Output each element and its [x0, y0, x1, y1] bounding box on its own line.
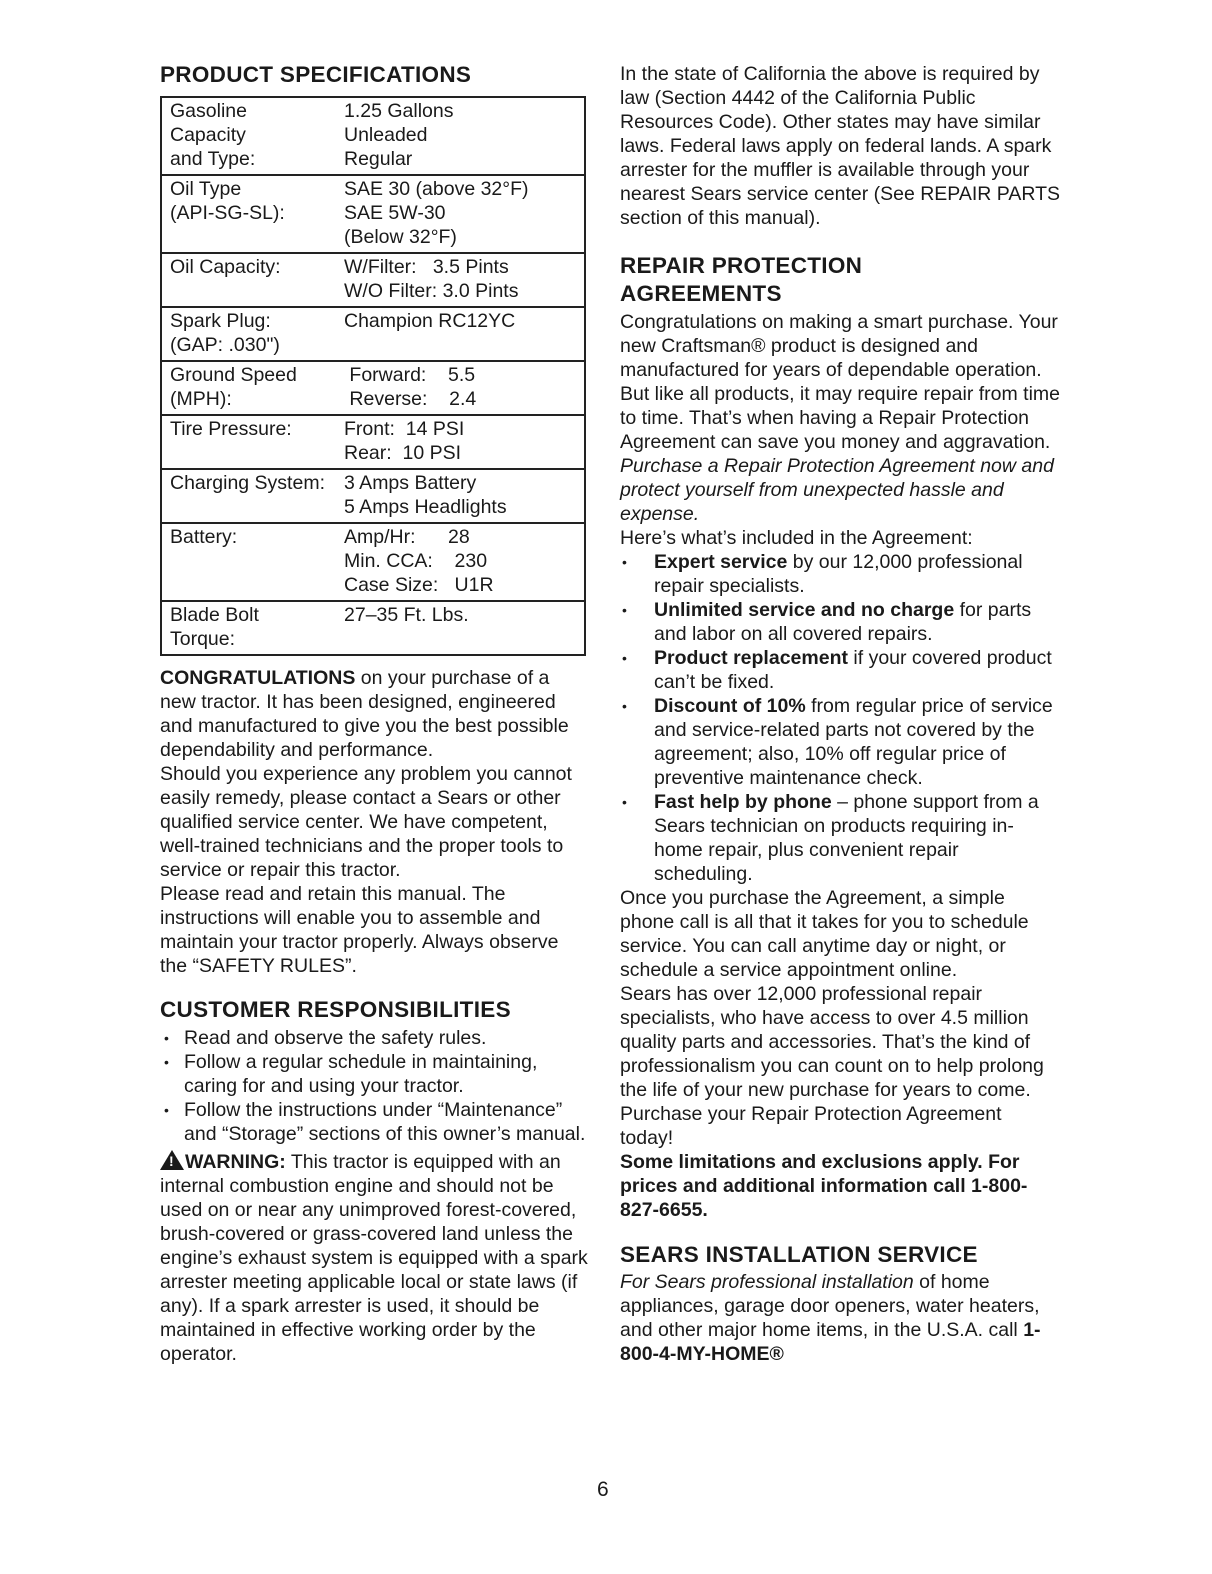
repair-item: • Expert service by our 12,000 professional repair specialists. — [620, 550, 1060, 598]
repair-intro: Congratulations on making a smart purchase. Your new Craftsman® product is designed and manufactured for years of dependable operation. But like all products, it may require repair from time to time. That’s when having a Repair Protection Agreement can save you money and aggravation. — [620, 311, 1060, 453]
problem-paragraph: Should you experience any problem you cannot easily remedy, please contact a Sears or other qualified service center. We have competent, well-trained technicians and the proper tools to service or repair this tractor. — [160, 763, 572, 881]
spec-label: Charging System: — [170, 472, 325, 494]
once-paragraph: Once you purchase the Agreement, a simple phone call is all that it takes for you to schedule service. You can call anytime day or night, or schedule a service appointment online. — [620, 887, 1029, 981]
spec-row — [161, 97, 585, 175]
spec-row — [161, 469, 585, 523]
spec-label: Tire Pressure: — [170, 418, 292, 440]
spec-label: Oil Type (API-SG-SL): — [170, 178, 285, 224]
customer-list — [160, 1026, 590, 1146]
spec-label: Blade Bolt Torque: — [170, 604, 259, 650]
repair-item: • Discount of 10% from regular price of service and service-related parts not covered by the agreement; also, 10% off regular price of preventive maintenance check. — [620, 694, 1060, 790]
customer-item: • Follow a regular schedule in maintaining, caring for and using your tractor. — [160, 1050, 590, 1098]
customer-item: • Follow the instructions under “Maintenance” and “Storage” sections of this owner’s manual. — [160, 1098, 590, 1146]
congrats-paragraph — [160, 666, 590, 762]
spec-value: Forward: 5.5 Reverse: 2.4 — [344, 364, 477, 410]
customer-heading: CUSTOMER RESPONSIBILITIES — [160, 997, 511, 1022]
congrats-text: on your purchase of a new tractor. It has been designed, engineered and manufactured to give you the best possible dependability and performance. — [160, 667, 569, 761]
spec-row — [161, 175, 585, 253]
spec-row — [161, 253, 585, 307]
spec-value: Amp/Hr: 28 Min. CCA: 230 Case Size: U1R — [344, 526, 494, 596]
left-column — [160, 62, 590, 1366]
install-paragraph — [620, 1270, 1060, 1366]
spec-row — [161, 361, 585, 415]
warning-text: This tractor is equipped with an internal combustion engine and should not be used on or near any unimproved forest-covered, brush-covered or grass-covered land unless the engine’s exhaust system is equipped with a spark arrester meeting applicable local or state laws (if any). If a spark arrester is used, it should be maintained in effective working order by the operator. — [160, 1151, 588, 1365]
customer-item: • Read and observe the safety rules. — [160, 1026, 590, 1050]
install-text: of home appliances, garage door openers, water heaters, and other major home items, in the U.S.A. call — [620, 1271, 1040, 1341]
spec-label: Ground Speed (MPH): — [170, 364, 297, 410]
limitations-paragraph: Some limitations and exclusions apply. For prices and additional information call 1-800-827-6655. — [620, 1151, 1028, 1221]
warning-paragraph — [160, 1150, 590, 1366]
repair-heading: REPAIR PROTECTION AGREEMENTS — [620, 253, 863, 306]
spec-value: 3 Amps Battery 5 Amps Headlights — [344, 472, 507, 518]
install-italic: For Sears professional installation — [620, 1271, 914, 1293]
spec-value: 27–35 Ft. Lbs. — [344, 604, 469, 626]
warning-triangle-icon — [160, 1150, 184, 1170]
spec-row — [161, 601, 585, 655]
california-paragraph: In the state of California the above is required by law (Section 4442 of the California Public Resources Code). Other states may have similar laws. Federal laws apply on federal lands. A spark arrester for the muffler is available through your nearest Sears service center (See REPAIR PARTS section of this manual). — [620, 63, 1061, 229]
spec-value: SAE 30 (above 32°F) SAE 5W-30 (Below 32°F) — [344, 178, 529, 248]
page-number: 6 — [597, 1478, 609, 1501]
install-heading: SEARS INSTALLATION SERVICE — [620, 1242, 978, 1267]
warning-label: WARNING: — [185, 1151, 286, 1173]
repair-list — [620, 550, 1060, 886]
repair-included: Here’s what’s included in the Agreement: — [620, 527, 973, 549]
repair-item: • Fast help by phone – phone support from a Sears technician on products requiring in-home repair, plus convenient repair scheduling. — [620, 790, 1060, 886]
spec-label: Gasoline Capacity and Type: — [170, 100, 256, 170]
spec-value: 1.25 Gallons Unleaded Regular — [344, 100, 454, 170]
spec-value: W/Filter: 3.5 Pints W/O Filter: 3.0 Pints — [344, 256, 519, 302]
spec-row — [161, 415, 585, 469]
sears-paragraph: Sears has over 12,000 professional repair specialists, who have access to over 4.5 million quality parts and accessories. That’s the kind of professionalism you can count on to help prolong the life of your new purchase for years to come. Purchase your Repair Protection Agreement today! — [620, 983, 1044, 1149]
right-column — [620, 62, 1060, 1366]
repair-italic: Purchase a Repair Protection Agreement now and protect yourself from unexpected hassle and expense. — [620, 455, 1054, 525]
repair-item: • Product replacement if your covered product can’t be fixed. — [620, 646, 1060, 694]
specs-table — [160, 96, 586, 656]
spec-value: Champion RC12YC — [344, 310, 516, 332]
repair-item: • Unlimited service and no charge for parts and labor on all covered repairs. — [620, 598, 1060, 646]
spec-row — [161, 523, 585, 601]
spec-label: Oil Capacity: — [170, 256, 281, 278]
spec-label: Battery: — [170, 526, 238, 548]
spec-label: Spark Plug: (GAP: .030") — [170, 310, 280, 356]
specs-heading: PRODUCT SPECIFICATIONS — [160, 62, 472, 87]
congrats-lead: CONGRATULATIONS — [160, 667, 356, 689]
install-phone: 1-800-4-MY-HOME® — [620, 1319, 1041, 1365]
retain-paragraph: Please read and retain this manual. The instructions will enable you to assemble and maintain your tractor properly. Always observe the “SAFETY RULES”. — [160, 883, 559, 977]
spec-row — [161, 307, 585, 361]
spec-value: Front: 14 PSI Rear: 10 PSI — [344, 418, 465, 464]
